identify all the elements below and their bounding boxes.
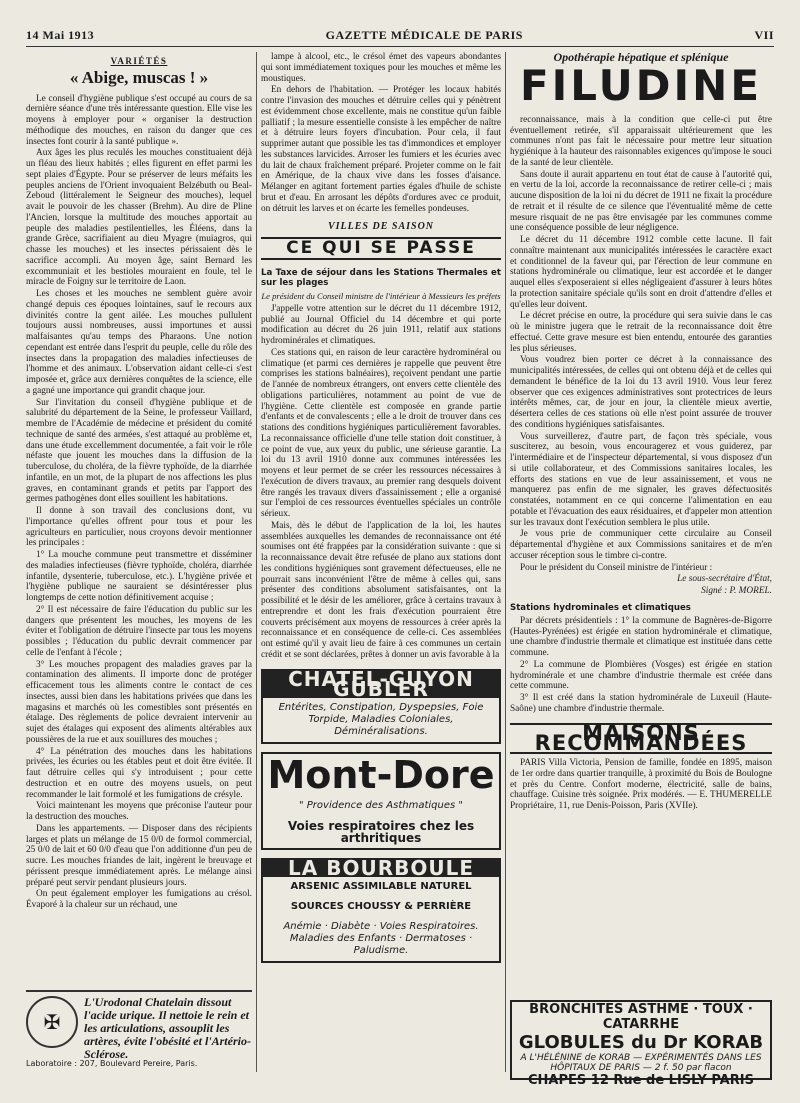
- signature-title: Le sous-secrétaire d'État,: [677, 574, 772, 585]
- ad-bourboule-line3: SOURCES CHOUSSY & PERRIÈRE: [290, 900, 472, 912]
- paragraph: 3° Les mouches propagent des maladies graves par la contamination des aliments. Il importe donc de protéger efficacement tous les aliments contre le contact de ces insectes, aussi bien dans les habitations privées que dans les magasins et marchés où les comestibles sont présentés en étalage. Des règlements de police devraient intervenir au sujet des étalages qui exposent des aliments altérables aux poussières de la rue et aux souillures des mouches ;: [26, 659, 252, 745]
- paragraph: Le conseil d'hygiène publique s'est occupé au cours de sa dernière séance d'une très intéressante question. Elle vise les moyens à employer pour « organiser la destruction méthodique des mouches, en raison du danger que ces insectes font courir à la santé publique ».: [26, 93, 252, 147]
- column-varietes: [26, 52, 252, 982]
- column-divider: [256, 52, 257, 1072]
- korab-line1: BRONCHITES ASTHME · TOUX · CATARRHE: [529, 1002, 753, 1032]
- urodonal-text: L'Urodonal Chatelain dissout l'acide urique. Il nettoie le rein et les articulations, assouplit les artères, évite l'obésité et l'Artério-Sclérose.: [84, 995, 251, 1061]
- letter-heading: Le président du Conseil ministre de l'intérieur à Messieurs les préfets: [261, 290, 501, 301]
- filudine-title: FILUDINE: [519, 60, 763, 110]
- paragraph: En dehors de l'habitation. — Protéger les locaux habités contre l'invasion des mouches et détruire celles qui y pénètrent est évidemment chose excellente, mais ne constitue qu'un faible palliatif ; la mesure essentielle consiste à les empêcher de naître et à détruire leurs foyers d'incubation. Pour cela, il faut supprimer autant que possible les tas d'immondices et employer les substances larvicides. Arroser les fumiers et les écuries avec du lait de chaux fraîchement préparé. Projeter comme on le fait en Amérique, de la chaux vive dans les fosses d'aisance. Mélanger en agitant fortement parties égales d'huile de schiste brut et d'eau. En arrosant les dépôts d'ordures avec ce produit, on détruit les larves et on écarte les femelles pondeuses.: [261, 85, 501, 214]
- paragraph: Il donne à son travail des conclusions dont, vu l'importance qu'elles offrent pour tous et pour les agriculteurs en particulier, nous croyons devoir mentionner les principales :: [26, 506, 252, 549]
- issue-date: 14 Mai 1913: [26, 28, 95, 42]
- ad-korab: [510, 1000, 772, 1088]
- urodonal-crest-icon: ✠: [26, 996, 78, 1048]
- page-number: VII: [754, 28, 774, 42]
- ad-la-bourboule: [261, 858, 501, 963]
- paragraph: 4° La pénétration des mouches dans les habitations privées, les écuries ou les étables peut et doit être évitée. Il faut détruire celles qui s'y introduisent ; pour cette destruction et en outre des moyens usuels, on peut recommander le lait formolé et les fumigations de crésyle.: [26, 746, 252, 800]
- journal-title: GAZETTE MÉDICALE DE PARIS: [325, 28, 523, 42]
- paragraph: Vous voudrez bien porter ce décret à la connaissance des municipalités intéressées, de celles qui ont obtenu déjà et de celles qui demandent le bénéfice de la loi du 13 avril 1910. Vous leur ferez observer que ces exigences administratives sont protectrices de leurs intérêts mêmes, car, de jour en jour, la clientèle mieux avertie, désertera celles de ces stations où elle n'est point assurée de trouver des conditions hygiéniques satisfaisantes.: [510, 355, 772, 430]
- ad-chatel-guyon: [261, 666, 501, 745]
- ad-chatel-guyon-title: CHATEL-GUYON GUBLER: [263, 671, 499, 699]
- paragraph: lampe à alcool, etc., le crésol émet des vapeurs abondantes qui sont immédiatement toxiques pour les mouches et même les moustiques.: [261, 52, 501, 84]
- paragraph: Sur l'invitation du conseil d'hygiène publique et de salubrité du département de la Seine, le professeur Vaillard, membre de l'Académie de médecine et président du comité technique de santé des armées, s'est attaqué au problème et, dans une étude excellemment documentée, a fait voir le rôle néfaste que jouent les mouches dans la diffusion de la tuberculose, du choléra, de la fièvre typhoïde, de la diarrhée infantile, en un mot, de la plupart de nos affections les plus graves, en contaminant grands et petits par l'apport des germes pathogènes dont elles souillent les habitations.: [26, 397, 252, 505]
- taxe-heading: La Taxe de séjour dans les Stations Thermales et sur les plages: [261, 267, 501, 288]
- column-divider: [505, 52, 506, 1072]
- paragraph: Dans les appartements. — Disposer dans des récipients larges et plats un mélange de 15 0/0 de formol commercial, 25 0/0 de lait et 60 0/0 d'eau que l'on additionne d'un peu de sucre. Les mouches friandes de lait, ingèrent le breuvage et périssent presque immédiatement après. Le mélange ainsi préparé peut servir pendant plusieurs jours.: [26, 823, 252, 888]
- paragraph: Le décret précise en outre, la procédure qui sera suivie dans le cas où le ministre jugera que le retrait de la reconnaissance doit être effectué. Cette grave mesure est bien entendu, entourée des garanties les plus sérieuses.: [510, 311, 772, 354]
- article-title: « Abige, muscas ! »: [69, 67, 209, 87]
- paragraph: 2° Il est nécessaire de faire l'éducation du public sur les dangers que présentent les mouches, les moyens de les éviter et l'obligation de détruire l'insecte par tous les moyens possibles ; l'éducation du public devrait commencer par celle de l'enfant à l'école ;: [26, 604, 252, 658]
- ce-qui-se-passe-heading: CE QUI SE PASSE: [261, 237, 501, 260]
- page-header: [26, 28, 774, 46]
- section-label: VARIÉTÉS: [110, 56, 168, 66]
- paragraph: 2° La commune de Plombières (Vosges) est érigée en station hydrominérale et une chambre d'industrie thermale est créée dans cette commune.: [510, 659, 772, 692]
- paragraph: Mais, dès le début de l'application de la loi, les hautes assemblées auxquelles les demandes de reconnaissance ont été soumises ont été frappées par la considération suivante : que si la reconnaissance devait être refusée de plano aux stations dont les conditions hygiéniques sont gravement défectueuses, elle ne pourrait sans inconvénient l'être de même à celles qui, sans présenter des conditions absolument satisfaisantes, ont la possibilité et le désir de les améliorer, grâce à certains travaux à entreprendre et dont les frais d'exécution pourraient être couverts précisément aux moyens de ressources à créer après la reconnaissance et en conséquence de celle-ci. Ces assemblées ont estimé qu'il y avait lieu de faire à ces communes un certain crédit et se sont déclarées, prêtes à donner un avis favorable à la: [261, 520, 501, 660]
- column-right: [510, 52, 772, 992]
- header-rule: [26, 46, 774, 47]
- ad-mont-dore-text: Voies respiratoires chez les arthritiques: [287, 819, 475, 845]
- paragraph: Ces stations qui, en raison de leur caractère hydrominéral ou climatique (et parmi ces dernières je rappelle que peuvent être comprises les stations balnéaires), reçoivent pendant une partie de l'année de nombreux étrangers, ont envers cette clientèle des obligations particulières, notamment au point de vue de l'hygiène. Cette clientèle est composée en grande partie d'enfants et de convalescents ; elle a le droit de trouver dans ces stations des conditions hygiéniques particulièrement favorables. La reconnaissance officielle d'une telle station doit constituer, à ce point de vue, aux yeux du public, une sérieuse garantie. La loi du 13 avril 1910 donne aux communes intéressées les moyens et leur permet de se créer les ressources nécessaires à l'exécution de divers travaux, au premier rang desquels doivent être rangés les travaux divers d'assainissement ; elle a organisé sur l'emploi de ces ressources éventuelles spéciales un contrôle sérieux.: [261, 347, 501, 519]
- ad-bourboule-text: Anémie · Diabète · Voies Respiratoires. Maladies des Enfants · Dermatoses · Paludisme.: [283, 920, 479, 956]
- ad-chatel-guyon-text: Entérites, Constipation, Dyspepsies, Foie Torpide, Maladies Coloniales, Déminéralisations.: [278, 702, 484, 737]
- paragraph: Les choses et les mouches ne semblent guère avoir changé depuis ces époques lointaines, sauf le recours aux divinités contre la gent ailée. Les mouches pullulent toujours aussi nombreuses, aussi importunes et aussi malfaisantes qu'au temps des Pharaons. Une notion cependant est entrée dans l'esprit du peuple, celle du rôle des insectes dans la propagation des maladies infectieuses de l'homme et des animaux. L'observation aidant celle-ci s'est imposée et, grâce aux dernières conquêtes de la science, elle a gagné une importance qui grandit chaque jour.: [26, 289, 252, 396]
- ad-bourboule-title: LA BOURBOULE: [263, 860, 499, 877]
- paragraph: Sans doute il aurait appartenu en tout état de cause à l'autorité qui, en vertu de la loi, accorde la reconnaissance de retirer celle-ci ; mais aucune disposition de la loi ni du décret de 1911 ne fixait la procédure de retrait et il résulte de ce silence que l'éventualité même de cette mesure risquait de ne pas être envisagée par les communes comme une conséquence possible de leur négligence.: [510, 169, 772, 234]
- paragraph: Aux âges les plus reculés les mouches constituaient déjà un fléau des lieux habités ; elles figurent en effet parmi les sept plaies d'Égypte. Pour se préserver de leurs méfaits les peuples anciens de l'Orient invoquaient Belzébuth ou Beal-Zeboud (littéralement le Seigneur des mouches), lequel avait le pouvoir de les chasser (Brehm). Au dire de Pline l'Ancien, lorsque la multitude des mouches apportait au peuple des maladies pestilentielles, les Éléens, dans la grande Grèce, sacrifiaient au dieu Myagre (muiagros, qui chasse les mouches) et les insectes périssaient dès le sacrifice accompli. Au moyen âge, saint Bernard les excommuniait et les bestioles mouraient en foule, tel le miracle de Foigny sur le territoire de Laon.: [26, 148, 252, 288]
- paragraph: Vous surveillerez, d'autre part, de façon très spéciale, vous susciterez, au besoin, vous encouragerez et vous guiderez, par l'intermédiaire et de l'inspecteur départemental, si vous disposez d'un si utile collaborateur, et des Commissions sanitaires locales, les efforts des stations en vue de leur assainissement, et vous ne manquerez pas enfin de me signaler, les graves défectuosités constatées, notamment en ce qui concerne l'alimentation en eau potable et l'évacuation des eaux résiduaires, et d'appeler mon attention sur les travaux dont l'exécution semblera le plus utile.: [510, 431, 772, 528]
- paragraph: On peut également employer les fumigations au crésol. Évaporé à la chaleur sur un réchaud, une: [26, 889, 252, 910]
- korab-line3: A L'HÉLÉNINE de KORAB — EXPÉRIMENTÉS DANS LES HÔPITAUX DE PARIS — 2 f. 50 par flacon: [520, 1053, 762, 1073]
- stations-heading: Stations hydrominales et climatiques: [510, 602, 691, 613]
- ad-urodonal: [26, 990, 252, 1070]
- ad-bourboule-line2: ARSENIC ASSIMILABLE NATUREL: [290, 880, 472, 892]
- paragraph: Voici maintenant les moyens que préconise l'auteur pour la destruction des mouches.: [26, 801, 252, 822]
- paragraph: Pour le président du Conseil ministre de l'intérieur :: [520, 562, 713, 573]
- paragraph: Le décret du 11 décembre 1912 comble cette lacune. Il fait connaître maintenant aux municipalités intéressées le caractère exact et conditionnel de la faveur qui, par l'érection de leur commune en stations hydrominérale ou climatique, leur est accordée et le danger auquel elles s'exposeraient si elles négligeaient d'assurer à leurs hôtes la protection sanitaire spéciale qu'ils sont en droit d'attendre d'elles et qu'elles leur doivent.: [510, 235, 772, 310]
- ad-mont-dore-title: Mont-Dore: [267, 753, 495, 797]
- paragraph: Je vous prie de communiquer cette circulaire au Conseil départemental d'hygiène et aux Commissions sanitaires et de m'en accuser réception sous le timbre ci-contre.: [510, 529, 772, 561]
- paragraph: Par décrets présidentiels : 1° la commune de Bagnères-de-Bigorre (Hautes-Pyrénées) est érigée en station hydrominérale et climatique, une chambre d'industrie thermale et climatique est instituée dans cette commune.: [510, 615, 772, 658]
- villes-de-saison-label: VILLES DE SAISON: [327, 221, 435, 233]
- paragraph: 3° Il est créé dans la station hydrominérale de Luxeuil (Haute-Saône) une chambre d'industrie thermale.: [510, 693, 772, 714]
- column-middle: [261, 52, 501, 992]
- urodonal-address: Laboratoire : 207, Boulevard Pereire, Paris.: [26, 1059, 198, 1068]
- ad-filudine: [510, 52, 772, 109]
- korab-line2: GLOBULES du Dr KORAB: [518, 1032, 764, 1053]
- korab-line4: CHAPES 12 Rue de LISLY PARIS: [528, 1073, 754, 1088]
- paris-villa-ad: PARIS Villa Victoria, Pension de famille, fondée en 1895, maison de 1er ordre dans quartier tranquille, à proximité du Bois de Boulogne et près du Centre. Confort moderne, électricité, salle de bains, chauffage. Cuisine très soignée. Prix modérés. — E. THUMERELLE Propriétaire, 11, rue Denis-Poisson, Paris (XVIIe).: [510, 758, 772, 811]
- filudine-tagline: Opothérapie hépatique et splénique: [553, 52, 729, 64]
- paragraph: J'appelle votre attention sur le décret du 11 décembre 1912, publié au Journal Officiel du 14 décembre et qui porte modification au décret du 26 juin 1911, relatif aux stations hydrominérales et climatiques.: [261, 303, 501, 346]
- maisons-recommandees-heading: MAISONS RECOMMANDÉES: [510, 723, 772, 755]
- ad-mont-dore: [261, 752, 501, 850]
- paragraph: reconnaissance, mais à la condition que celle-ci put être éventuellement retirée, s'il apparaissait ultérieurement que les communes n'ont pas fait le nécessaire pour mettre leur situation hygiénique à la hauteur des raisonnables exigences qu'impose le souci de la santé de leur clientèle.: [510, 114, 772, 168]
- signature-name: Signé : P. MOREL.: [701, 586, 772, 596]
- paragraph: 1° La mouche commune peut transmettre et disséminer des maladies infectieuses (fièvre typhoïde, choléra, diarrhée infantile, dysenterie, tuberculose, etc.). L'hygiène privée et l'hygiène publique ne sauraient se désintéresser plus longtemps de cette notion définitivement acquise ;: [26, 550, 252, 603]
- ad-mont-dore-tagline: " Providence des Asthmatiques ": [299, 800, 463, 811]
